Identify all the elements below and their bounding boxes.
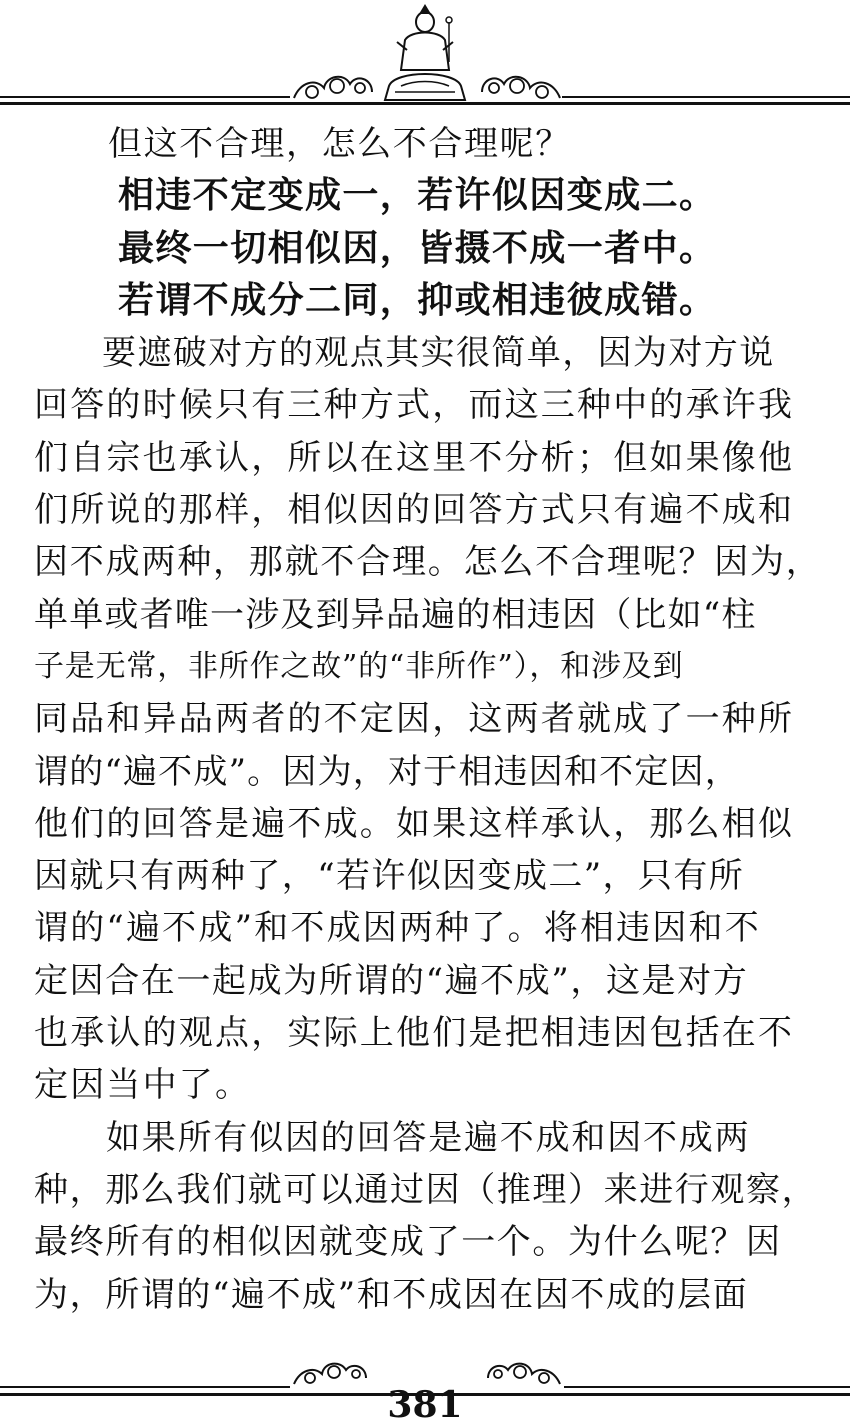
paragraph-line: 种，那么我们就可以通过因（推理）来进行观察，: [34, 1169, 818, 1210]
paragraph-line: 最终所有的相似因就变成了一个。为什么呢？因: [34, 1222, 782, 1263]
question-line: 但这不合理，怎么不合理呢？: [108, 124, 571, 164]
page-header: [0, 0, 850, 112]
page-body: [34, 118, 830, 1321]
paragraph-line: 单单或者唯一涉及到异品遍的相违因（比如“柱: [34, 594, 757, 635]
paragraph-line: 也承认的观点，实际上他们是把相违因包括在不: [34, 1013, 795, 1054]
paragraph-line: 们所说的那样，相似因的回答方式只有遍不成和: [34, 490, 795, 531]
footer-rule-top-right: [564, 1386, 850, 1388]
paragraph-line: 他们的回答是遍不成。如果这样承认，那么相似: [34, 803, 795, 844]
paragraph-line: 谓的“遍不成”和不成因两种了。将相违因和不: [34, 908, 761, 949]
paragraph-line: 定因当中了。: [34, 1065, 252, 1106]
footer-rule-top: [0, 1386, 290, 1388]
verse-line: 最终一切相似因，皆摄不成一者中。: [118, 227, 717, 269]
paragraph-line: 同品和异品两者的不定因，这两者就成了一种所: [34, 699, 795, 740]
cloud-ornament-right-icon: [478, 68, 564, 102]
paragraph-line: 谓的“遍不成”。因为，对于相违因和不定因，: [34, 751, 740, 792]
page-number: 381: [387, 1384, 463, 1426]
verse-line: 相违不定变成一，若许似因变成二。: [118, 175, 717, 217]
verse-line: 若谓不成分二同，抑或相违彼成错。: [118, 279, 717, 321]
paragraph-line: 因不成两种，那就不合理。怎么不合理呢？因为，: [34, 542, 822, 583]
cloud-ornament-left-icon: [290, 1356, 370, 1388]
paragraph-line: 如果所有似因的回答是遍不成和因不成两: [106, 1117, 751, 1158]
paragraph-line: 回答的时候只有三种方式，而这三种中的承许我: [34, 385, 795, 426]
paragraph-line: 要遮破对方的观点其实很简单，因为对方说: [102, 333, 775, 374]
paragraph-line: 们自宗也承认，所以在这里不分析；但如果像他: [34, 437, 795, 478]
header-rule-top: [0, 96, 290, 98]
header-rule-bottom: [0, 102, 850, 105]
deity-figure-icon: [375, 0, 475, 110]
paragraph-line: 子是无常，非所作之故”的“非所作”），和涉及到: [34, 648, 684, 684]
cloud-ornament-right-icon: [484, 1356, 564, 1388]
paragraph-line: 为，所谓的“遍不成”和不成因在因不成的层面: [34, 1274, 749, 1315]
paragraph-line: 定因合在一起成为所谓的“遍不成”，这是对方: [34, 960, 749, 1001]
header-rule-top-right: [562, 96, 850, 98]
paragraph-line: 因就只有两种了，“若许似因变成二”，只有所: [34, 856, 745, 897]
cloud-ornament-left-icon: [290, 68, 376, 102]
